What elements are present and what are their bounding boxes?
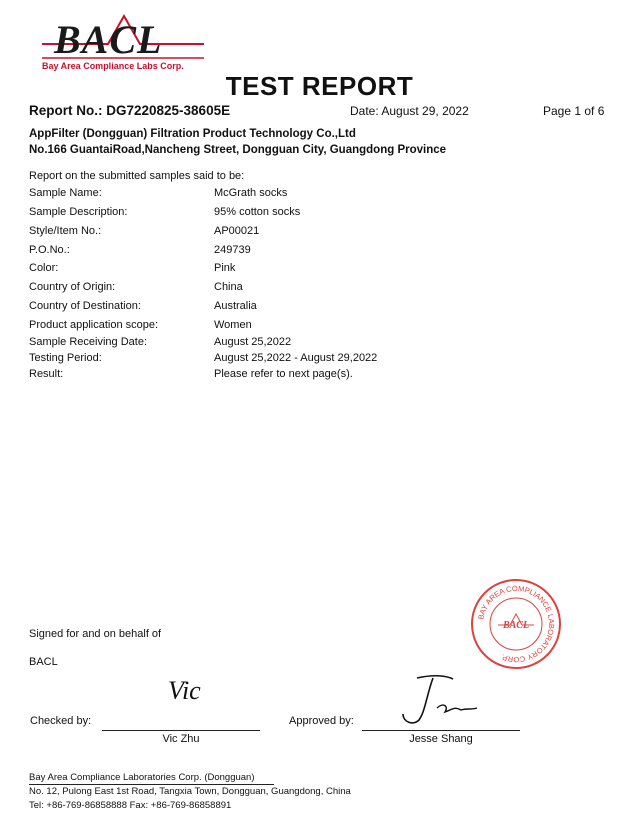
- field-value: Women: [214, 319, 252, 331]
- checked-by-name: Vic Zhu: [162, 733, 200, 745]
- logo-wordmark: BACL: [54, 17, 163, 62]
- field-label: P.O.No.:: [29, 244, 70, 256]
- approved-signature-line: [362, 730, 520, 731]
- intro-text: Report on the submitted samples said to be:: [29, 170, 245, 182]
- field-value: Pink: [214, 262, 236, 274]
- field-label: Result:: [29, 368, 64, 380]
- checked-signature: [160, 672, 220, 708]
- field-value: AP00021: [214, 225, 260, 237]
- field-value: August 25,2022: [214, 336, 292, 348]
- field-label: Color:: [29, 262, 59, 274]
- bacl-logo: [38, 12, 208, 74]
- applicant-company: AppFilter (Dongguan) Filtration Product Technology Co.,Ltd: [29, 128, 356, 140]
- field-value: McGrath socks: [214, 187, 288, 199]
- seal-center-text: BACL: [502, 620, 530, 631]
- field-value: China: [214, 281, 243, 293]
- footer-divider: [29, 784, 274, 785]
- company-seal: [470, 578, 562, 670]
- field-value: 95% cotton socks: [214, 206, 301, 218]
- report-number: Report No.: DG7220825-38605E: [29, 103, 231, 118]
- footer-address: No. 12, Pulong East 1st Road, Tangxia Town, Dongguan, Guangdong, China: [29, 786, 351, 797]
- field-label: Sample Name:: [29, 187, 102, 199]
- field-label: Sample Receiving Date:: [29, 336, 148, 348]
- applicant-address: No.166 GuantaiRoad,Nancheng Street, Dongguan City, Guangdong Province: [29, 144, 447, 156]
- field-value: Please refer to next page(s).: [214, 368, 353, 380]
- checked-signature-line: [102, 730, 260, 731]
- field-label: Product application scope:: [29, 319, 159, 331]
- field-value: 249739: [214, 244, 251, 256]
- field-label: Country of Destination:: [29, 300, 141, 312]
- checked-signature-text: Vic: [168, 676, 201, 705]
- signed-org: BACL: [29, 656, 58, 668]
- approved-by-name: Jesse Shang: [409, 733, 473, 745]
- checked-by-label: Checked by:: [30, 715, 92, 727]
- page-indicator: Page 1 of 6: [543, 104, 605, 118]
- footer-company: Bay Area Compliance Laboratories Corp. (Dongguan): [29, 772, 255, 783]
- field-label: Country of Origin:: [29, 281, 116, 293]
- document-title: TEST REPORT: [225, 71, 414, 101]
- signed-for-text: Signed for and on behalf of: [29, 628, 162, 640]
- field-label: Testing Period:: [29, 352, 102, 364]
- approved-by-label: Approved by:: [289, 715, 354, 727]
- field-value: Australia: [214, 300, 257, 312]
- approved-signature: [395, 672, 490, 730]
- logo-tagline: Bay Area Compliance Labs Corp.: [42, 61, 184, 71]
- field-label: Style/Item No.:: [29, 225, 102, 237]
- report-date: Date: August 29, 2022: [350, 104, 469, 118]
- footer-contact: Tel: +86-769-86858888 Fax: +86-769-86858891: [29, 800, 232, 811]
- seal-ring-text: BAY AREA COMPLIANCE LABORATORY CORP.: [476, 583, 557, 665]
- field-label: Sample Description:: [29, 206, 128, 218]
- field-value: August 25,2022 - August 29,2022: [214, 352, 378, 364]
